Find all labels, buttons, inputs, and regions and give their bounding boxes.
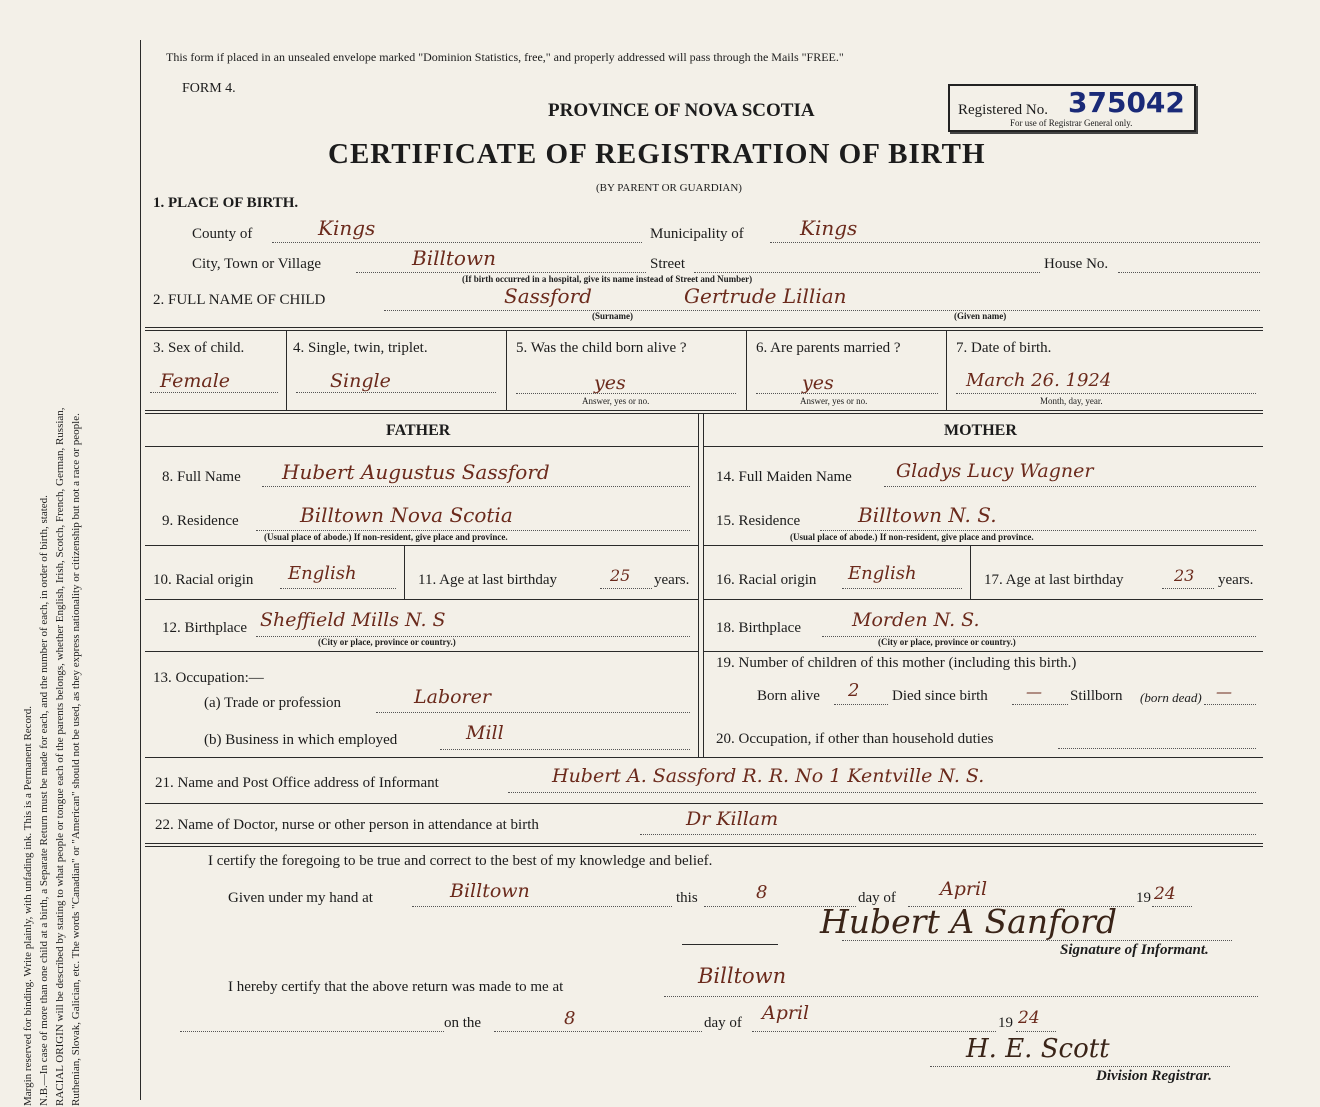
registrar-place: Billtown xyxy=(698,964,787,988)
answer-note-married: Answer, yes or no. xyxy=(800,396,868,406)
stillborn-note: (born dead) xyxy=(1140,690,1202,705)
margin-line-4: Ruthenian, Slovak, Galician, etc. The words "Canadian" or "American" should not be used, as they express nationality or citizenship but not a race or people. xyxy=(70,413,82,1106)
father-name: Hubert Augustus Sassford xyxy=(282,460,550,484)
dob-label: 7. Date of birth. xyxy=(956,340,1052,356)
day-of-label: day of xyxy=(858,890,896,906)
surname-note: (Surname) xyxy=(592,311,633,321)
mother-residence-label: 15. Residence xyxy=(716,513,801,529)
occupation-heading: 13. Occupation:— xyxy=(153,670,264,686)
father-heading: FATHER xyxy=(386,422,451,439)
mother-residence-note: (Usual place of abode.) If non-resident, give place and province. xyxy=(790,532,1034,542)
father-birthplace: Sheffield Mills N. S xyxy=(260,609,446,631)
father-name-label: 8. Full Name xyxy=(162,469,241,485)
this-label: this xyxy=(676,890,698,906)
father-birthplace-label: 12. Birthplace xyxy=(162,620,247,636)
house-number-label: House No. xyxy=(1044,256,1109,272)
father-residence-label: 9. Residence xyxy=(162,513,239,529)
doctor-value: Dr Killam xyxy=(686,808,779,830)
margin-line-1: Margin reserved for binding. Write plainly, with unfading ink. This is a Permanent Record. xyxy=(22,706,34,1106)
born-alive-count: 2 xyxy=(848,680,860,701)
children-count-label: 19. Number of children of this mother (including this birth.) xyxy=(716,655,1077,671)
certificate-title: CERTIFICATE OF REGISTRATION OF BIRTH xyxy=(328,138,986,170)
mother-name-label: 14. Full Maiden Name xyxy=(716,469,852,485)
given-under-hand-label: Given under my hand at xyxy=(228,890,373,906)
registered-number: 375042 xyxy=(1068,86,1185,119)
division-registrar-label: Division Registrar. xyxy=(1096,1068,1212,1084)
registrar-day-of-label: day of xyxy=(704,1015,742,1031)
child-name-label: 2. FULL NAME OF CHILD xyxy=(153,292,326,308)
margin-line-3: RACIAL ORIGIN will be described by stating to what people or tongue each of the parents belongs, whether English, Irish, Scotch, French, German, Russian, xyxy=(54,407,66,1106)
sex-label: 3. Sex of child. xyxy=(153,340,245,356)
hospital-note: (If birth occurred in a hospital, give its name instead of Street and Number) xyxy=(462,274,753,284)
mother-residence: Billtown N. S. xyxy=(858,503,997,527)
stillborn-count: — xyxy=(1216,682,1232,701)
father-residence: Billtown Nova Scotia xyxy=(300,503,513,527)
informant-signature-label: Signature of Informant. xyxy=(1060,942,1209,958)
father-age-label: 11. Age at last birthday xyxy=(418,572,557,588)
answer-note-alive: Answer, yes or no. xyxy=(582,396,650,406)
given-name-note: (Given name) xyxy=(954,311,1007,321)
form-number: FORM 4. xyxy=(182,81,236,96)
plurality-value: Single xyxy=(330,370,391,392)
certificate-subtitle: (BY PARENT OR GUARDIAN) xyxy=(596,182,742,194)
stillborn-label: Stillborn xyxy=(1070,688,1123,704)
margin-line-2: N.B.—In case of more than one child at a birth, a Separate Return must be made for each, and the number of each, in order of birth, stated. xyxy=(38,495,50,1106)
born-alive-count-label: Born alive xyxy=(757,688,820,704)
mother-age-label: 17. Age at last birthday xyxy=(984,572,1124,588)
mother-years-label: years. xyxy=(1218,572,1254,588)
mother-birthplace: Morden N. S. xyxy=(852,609,980,631)
father-racial: English xyxy=(288,563,357,584)
father-age: 25 xyxy=(610,566,631,585)
child-surname: Sassford xyxy=(504,284,592,308)
business-label: (b) Business in which employed xyxy=(204,732,398,748)
place-of-birth-heading: 1. PLACE OF BIRTH. xyxy=(153,195,299,211)
plurality-label: 4. Single, twin, triplet. xyxy=(293,340,428,356)
registrar-note: For use of Registrar General only. xyxy=(1010,118,1133,128)
dob-note: Month, day, year. xyxy=(1040,396,1103,406)
mother-racial: English xyxy=(848,563,917,584)
registrar-day: 8 xyxy=(564,1008,576,1029)
informant-signature: Hubert A Sanford xyxy=(820,902,1118,941)
mother-heading: MOTHER xyxy=(944,422,1017,439)
mother-birthplace-note: (City or place, province or country.) xyxy=(878,637,1016,647)
child-given-name: Gertrude Lillian xyxy=(684,284,847,308)
informant-value: Hubert A. Sassford R. R. No 1 Kentville N. S. xyxy=(552,765,985,787)
given-day: 8 xyxy=(756,882,768,903)
father-years-label: years. xyxy=(654,572,690,588)
registered-label: Registered No. xyxy=(958,102,1048,118)
county-value: Kings xyxy=(318,216,376,240)
dob-value: March 26. 1924 xyxy=(966,370,1112,391)
registrar-statement: I hereby certify that the above return was made to me at xyxy=(228,979,564,995)
father-residence-note: (Usual place of abode.) If non-resident, give place and province. xyxy=(264,532,508,542)
sex-value: Female xyxy=(160,370,231,392)
given-place: Billtown xyxy=(450,880,530,902)
registrar-month: April xyxy=(762,1002,810,1024)
mother-age: 23 xyxy=(1174,566,1195,585)
mother-birthplace-label: 18. Birthplace xyxy=(716,620,801,636)
given-year: 24 xyxy=(1154,884,1176,904)
county-label: County of xyxy=(192,226,253,242)
father-racial-label: 10. Racial origin xyxy=(153,572,254,588)
certify-statement: I certify the foregoing to be true and correct to the best of my knowledge and belief. xyxy=(208,853,713,869)
municipality-value: Kings xyxy=(800,216,858,240)
business-value: Mill xyxy=(466,722,504,744)
died-since-birth-count: — xyxy=(1026,682,1042,701)
margin-rule xyxy=(140,40,141,1100)
mother-racial-label: 16. Racial origin xyxy=(716,572,817,588)
margin-notes xyxy=(20,46,100,1106)
trade-value: Laborer xyxy=(414,686,491,708)
street-label: Street xyxy=(650,256,685,272)
informant-label: 21. Name and Post Office address of Informant xyxy=(155,775,439,791)
city-value: Billtown xyxy=(412,246,496,270)
born-alive-value: yes xyxy=(594,372,626,394)
mail-notice: This form if placed in an unsealed envelope marked "Dominion Statistics, free," and properly addressed will pass through the Mails "FREE." xyxy=(166,50,844,64)
municipality-label: Municipality of xyxy=(650,226,744,242)
registrar-signature: H. E. Scott xyxy=(966,1034,1110,1064)
province-heading: PROVINCE OF NOVA SCOTIA xyxy=(548,100,815,121)
trade-label: (a) Trade or profession xyxy=(204,695,342,711)
registrar-year: 24 xyxy=(1018,1008,1040,1028)
on-the-label: on the xyxy=(444,1015,482,1031)
city-label: City, Town or Village xyxy=(192,256,322,272)
year-prefix: 19 xyxy=(1136,890,1151,906)
given-month: April xyxy=(940,878,988,900)
registered-box xyxy=(948,84,1196,132)
doctor-label: 22. Name of Doctor, nurse or other person in attendance at birth xyxy=(155,817,539,833)
mother-occupation-label: 20. Occupation, if other than household duties xyxy=(716,731,994,747)
mother-name: Gladys Lucy Wagner xyxy=(896,460,1094,482)
registrar-year-prefix: 19 xyxy=(998,1015,1013,1031)
born-alive-label: 5. Was the child born alive ? xyxy=(516,340,687,356)
died-since-birth-label: Died since birth xyxy=(892,688,988,704)
married-label: 6. Are parents married ? xyxy=(756,340,901,356)
married-value: yes xyxy=(802,372,834,394)
father-birthplace-note: (City or place, province or country.) xyxy=(318,637,456,647)
